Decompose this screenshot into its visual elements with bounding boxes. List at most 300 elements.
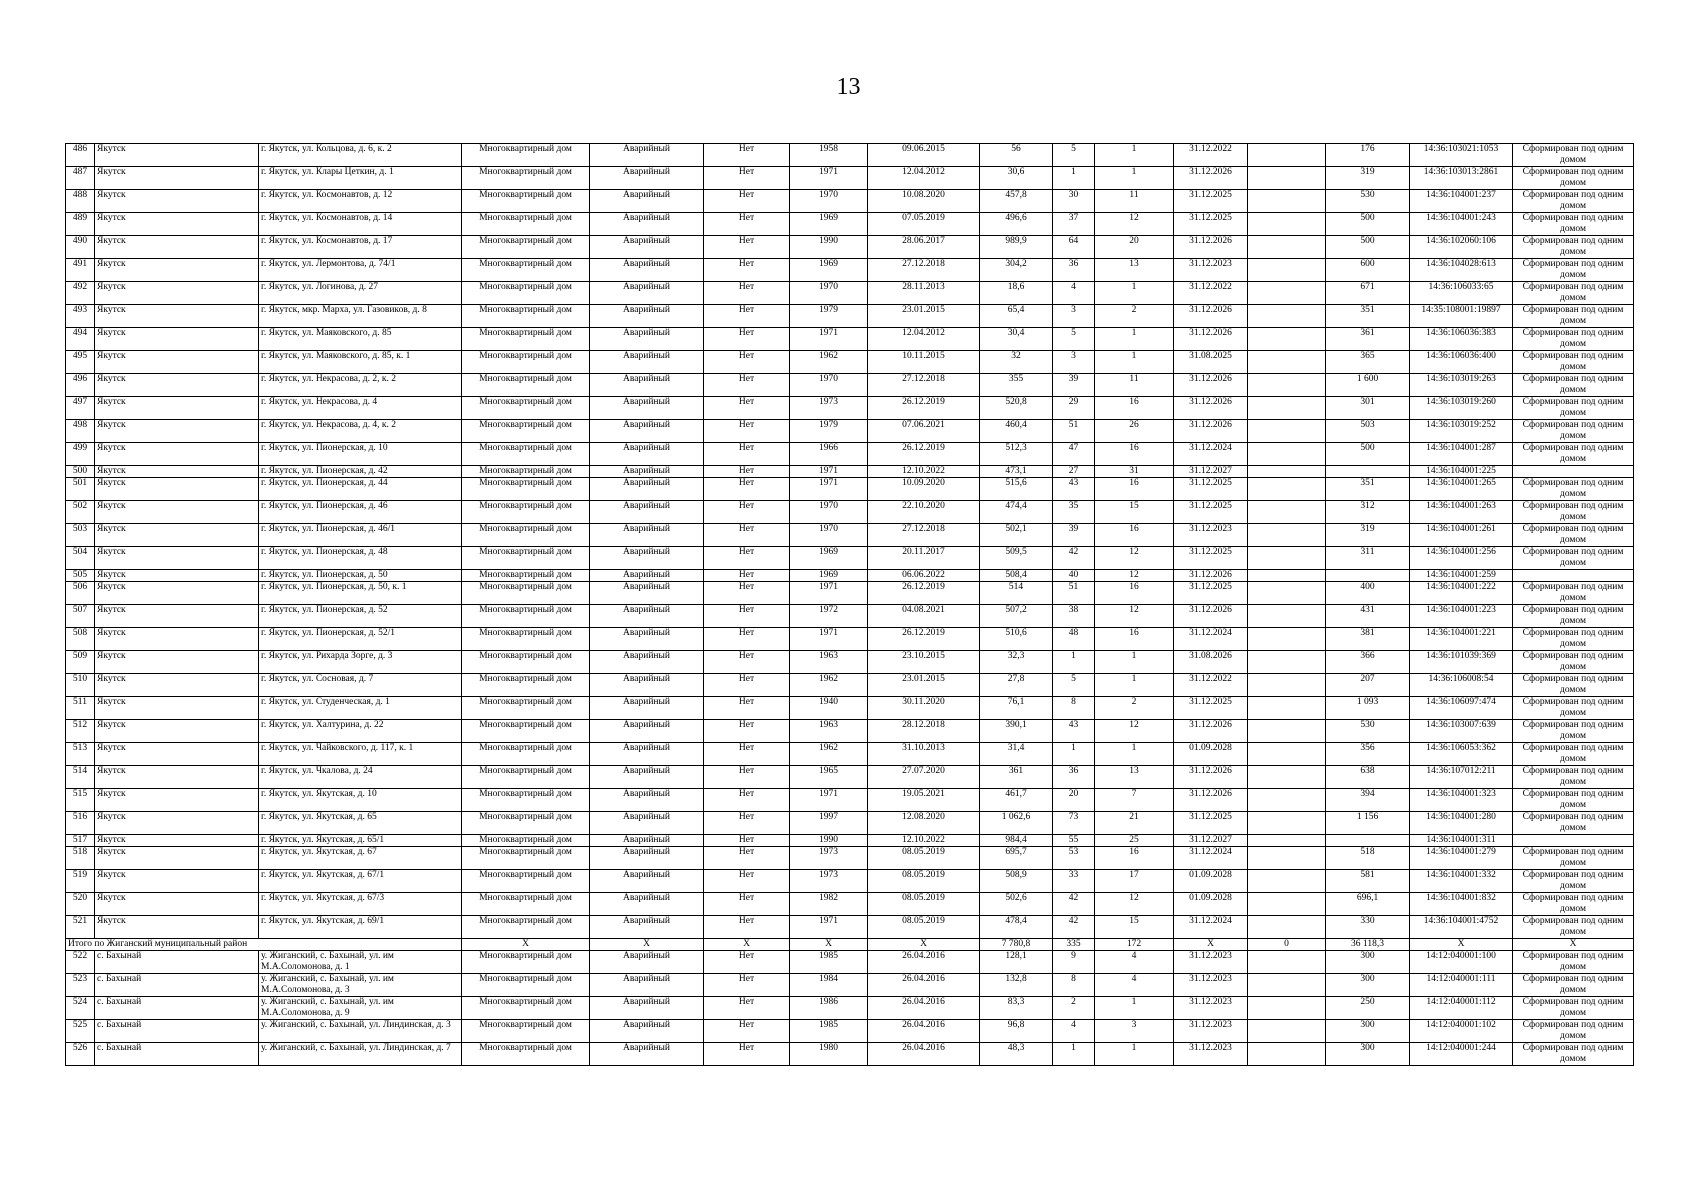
table-row [66, 789, 1634, 812]
cell-cadastral-number: 14:36:104001:256 [1410, 547, 1513, 570]
cell-cadastral-number: 14:36:104001:222 [1410, 582, 1513, 605]
cell-extra [1248, 674, 1326, 697]
cell-residents: 73 [1053, 812, 1095, 835]
cell-residents: 51 [1053, 582, 1095, 605]
cell-flag: Нет [704, 847, 790, 870]
cell-residents: 4 [1053, 1020, 1095, 1043]
cell-flag: Нет [704, 305, 790, 328]
cell-house-state: Аварийный [590, 697, 704, 720]
cell-cadastral-number: 14:36:102060:106 [1410, 236, 1513, 259]
cell-area: 520,8 [980, 397, 1053, 420]
cell-row-number: 518 [66, 847, 95, 870]
cell-row-number: 510 [66, 674, 95, 697]
cell-flag: Нет [704, 916, 790, 939]
cell-extra [1248, 974, 1326, 997]
cell-extra [1248, 305, 1326, 328]
cell-recognition-date: 12.04.2012 [868, 328, 980, 351]
cell-house-state: Аварийный [590, 570, 704, 582]
cell-locality: Якутск [95, 328, 259, 351]
cell-cadastral-number: 14:36:104028:613 [1410, 259, 1513, 282]
cell-extra [1248, 1020, 1326, 1043]
table-row [66, 651, 1634, 674]
cell-extra [1248, 443, 1326, 466]
cell-area: 461,7 [980, 789, 1053, 812]
cell-extra [1248, 236, 1326, 259]
cell-premises: 12 [1095, 213, 1174, 236]
cell-value [1326, 570, 1410, 582]
cell-land-note: Сформирован под одним домом [1513, 974, 1634, 997]
cell-address: у. Жиганский, с. Бахынай, ул. им М.А.Соломонова, д. 3 [259, 974, 462, 997]
cell-residents: 5 [1053, 328, 1095, 351]
cell-build-year: 1970 [790, 190, 868, 213]
cell-address: г. Якутск, ул. Якутская, д. 67 [259, 847, 462, 870]
cell-flag: Нет [704, 651, 790, 674]
cell-land-note: Сформирован под одним домом [1513, 443, 1634, 466]
table-row [66, 1020, 1634, 1043]
total-cell-type: X [462, 939, 590, 951]
cell-house-type: Многоквартирный дом [462, 674, 590, 697]
cell-land-note: Сформирован под одним домом [1513, 605, 1634, 628]
cell-recognition-date: 09.06.2015 [868, 144, 980, 167]
cell-land-note: Сформирован под одним домом [1513, 420, 1634, 443]
cell-house-state: Аварийный [590, 628, 704, 651]
cell-extra [1248, 997, 1326, 1020]
cell-locality: Якутск [95, 420, 259, 443]
cell-house-state: Аварийный [590, 443, 704, 466]
table-row [66, 236, 1634, 259]
cell-recognition-date: 26.12.2019 [868, 628, 980, 651]
cell-house-state: Аварийный [590, 997, 704, 1020]
cell-extra [1248, 789, 1326, 812]
cell-extra [1248, 190, 1326, 213]
cell-residents: 5 [1053, 144, 1095, 167]
cell-value: 351 [1326, 305, 1410, 328]
cell-value: 500 [1326, 213, 1410, 236]
table-row [66, 870, 1634, 893]
cell-area: 65,4 [980, 305, 1053, 328]
total-cell-year: X [790, 939, 868, 951]
cell-row-number: 494 [66, 328, 95, 351]
cell-premises: 4 [1095, 951, 1174, 974]
cell-premises: 12 [1095, 570, 1174, 582]
cell-row-number: 492 [66, 282, 95, 305]
cell-row-number: 496 [66, 374, 95, 397]
cell-house-type: Многоквартирный дом [462, 1020, 590, 1043]
cell-value: 518 [1326, 847, 1410, 870]
cell-area: 514 [980, 582, 1053, 605]
cell-row-number: 519 [66, 870, 95, 893]
cell-land-note: Сформирован под одним домом [1513, 524, 1634, 547]
cell-row-number: 491 [66, 259, 95, 282]
cell-build-year: 1970 [790, 282, 868, 305]
cell-house-state: Аварийный [590, 893, 704, 916]
table-row [66, 213, 1634, 236]
cell-build-year: 1973 [790, 397, 868, 420]
cell-value: 300 [1326, 1020, 1410, 1043]
cell-premises: 16 [1095, 524, 1174, 547]
cell-locality: Якутск [95, 720, 259, 743]
cell-house-state: Аварийный [590, 582, 704, 605]
cell-planned-date: 31.12.2026 [1174, 305, 1248, 328]
cell-row-number: 486 [66, 144, 95, 167]
cell-extra [1248, 582, 1326, 605]
cell-build-year: 1971 [790, 328, 868, 351]
cell-area: 989,9 [980, 236, 1053, 259]
cell-locality: Якутск [95, 259, 259, 282]
cell-planned-date: 31.12.2026 [1174, 374, 1248, 397]
cell-value: 394 [1326, 789, 1410, 812]
cell-recognition-date: 26.12.2019 [868, 582, 980, 605]
cell-house-type: Многоквартирный дом [462, 213, 590, 236]
cell-house-type: Многоквартирный дом [462, 466, 590, 478]
cell-premises: 15 [1095, 916, 1174, 939]
cell-residents: 51 [1053, 420, 1095, 443]
cell-flag: Нет [704, 1020, 790, 1043]
cell-house-type: Многоквартирный дом [462, 547, 590, 570]
cell-house-type: Многоквартирный дом [462, 236, 590, 259]
cell-premises: 16 [1095, 847, 1174, 870]
cell-residents: 2 [1053, 997, 1095, 1020]
cell-premises: 21 [1095, 812, 1174, 835]
cell-house-state: Аварийный [590, 547, 704, 570]
cell-value [1326, 835, 1410, 847]
cell-cadastral-number: 14:36:104001:279 [1410, 847, 1513, 870]
cell-extra [1248, 893, 1326, 916]
cell-house-type: Многоквартирный дом [462, 570, 590, 582]
cell-premises: 11 [1095, 190, 1174, 213]
cell-residents: 55 [1053, 835, 1095, 847]
cell-address: г. Якутск, ул. Сосновая, д. 7 [259, 674, 462, 697]
cell-planned-date: 31.12.2024 [1174, 443, 1248, 466]
cell-cadastral-number: 14:36:104001:280 [1410, 812, 1513, 835]
cell-value: 400 [1326, 582, 1410, 605]
cell-recognition-date: 10.08.2020 [868, 190, 980, 213]
cell-house-type: Многоквартирный дом [462, 478, 590, 501]
cell-address: г. Якутск, ул. Якутская, д. 65/1 [259, 835, 462, 847]
cell-build-year: 1979 [790, 305, 868, 328]
cell-extra [1248, 501, 1326, 524]
cell-locality: Якутск [95, 236, 259, 259]
cell-house-state: Аварийный [590, 605, 704, 628]
cell-residents: 48 [1053, 628, 1095, 651]
cell-value: 530 [1326, 720, 1410, 743]
cell-house-state: Аварийный [590, 466, 704, 478]
cell-land-note: Сформирован под одним домом [1513, 167, 1634, 190]
cell-area: 76,1 [980, 697, 1053, 720]
cell-land-note [1513, 835, 1634, 847]
cell-area: 512,3 [980, 443, 1053, 466]
cell-flag: Нет [704, 213, 790, 236]
cell-area: 27,8 [980, 674, 1053, 697]
cell-flag: Нет [704, 524, 790, 547]
cell-build-year: 1971 [790, 916, 868, 939]
cell-land-note: Сформирован под одним домом [1513, 190, 1634, 213]
cell-planned-date: 01.09.2028 [1174, 893, 1248, 916]
cell-flag: Нет [704, 144, 790, 167]
cell-cadastral-number: 14:36:104001:311 [1410, 835, 1513, 847]
cell-land-note [1513, 466, 1634, 478]
cell-address: г. Якутск, ул. Маяковского, д. 85, к. 1 [259, 351, 462, 374]
cell-cadastral-number: 14:36:106097:474 [1410, 697, 1513, 720]
cell-area: 473,1 [980, 466, 1053, 478]
cell-row-number: 502 [66, 501, 95, 524]
cell-house-state: Аварийный [590, 167, 704, 190]
cell-premises: 2 [1095, 697, 1174, 720]
cell-build-year: 1985 [790, 1020, 868, 1043]
cell-recognition-date: 30.11.2020 [868, 697, 980, 720]
cell-residents: 43 [1053, 720, 1095, 743]
cell-address: г. Якутск, ул. Логинова, д. 27 [259, 282, 462, 305]
cell-premises: 1 [1095, 651, 1174, 674]
total-cell-plan: X [1174, 939, 1248, 951]
cell-extra [1248, 478, 1326, 501]
cell-address: у. Жиганский, с. Бахынай, ул. им М.А.Соломонова, д. 1 [259, 951, 462, 974]
cell-build-year: 1982 [790, 893, 868, 916]
cell-residents: 39 [1053, 374, 1095, 397]
cell-land-note: Сформирован под одним домом [1513, 501, 1634, 524]
cell-locality: Якутск [95, 144, 259, 167]
cell-address: г. Якутск, ул. Маяковского, д. 85 [259, 328, 462, 351]
cell-premises: 16 [1095, 397, 1174, 420]
cell-locality: Якутск [95, 282, 259, 305]
cell-value: 600 [1326, 259, 1410, 282]
cell-cadastral-number: 14:12:040001:112 [1410, 997, 1513, 1020]
cell-row-number: 488 [66, 190, 95, 213]
cell-house-state: Аварийный [590, 720, 704, 743]
table-row [66, 190, 1634, 213]
cell-planned-date: 31.12.2025 [1174, 501, 1248, 524]
cell-house-type: Многоквартирный дом [462, 651, 590, 674]
cell-build-year: 1969 [790, 547, 868, 570]
cell-build-year: 1990 [790, 835, 868, 847]
cell-flag: Нет [704, 374, 790, 397]
cell-house-type: Многоквартирный дом [462, 328, 590, 351]
cell-address: г. Якутск, ул. Халтурина, д. 22 [259, 720, 462, 743]
cell-cadastral-number: 14:36:104001:323 [1410, 789, 1513, 812]
cell-row-number: 495 [66, 351, 95, 374]
cell-recognition-date: 26.04.2016 [868, 1043, 980, 1066]
cell-build-year: 1986 [790, 997, 868, 1020]
cell-build-year: 1970 [790, 524, 868, 547]
cell-address: г. Якутск, ул. Клары Цеткин, д. 1 [259, 167, 462, 190]
cell-premises: 4 [1095, 974, 1174, 997]
cell-address: г. Якутск, ул. Пионерская, д. 42 [259, 466, 462, 478]
cell-cadastral-number: 14:36:104001:832 [1410, 893, 1513, 916]
cell-residents: 1 [1053, 167, 1095, 190]
cell-recognition-date: 26.04.2016 [868, 974, 980, 997]
cell-cadastral-number: 14:12:040001:111 [1410, 974, 1513, 997]
cell-build-year: 1971 [790, 466, 868, 478]
cell-house-state: Аварийный [590, 144, 704, 167]
cell-build-year: 1971 [790, 167, 868, 190]
cell-premises: 1 [1095, 328, 1174, 351]
cell-row-number: 523 [66, 974, 95, 997]
cell-extra [1248, 743, 1326, 766]
cell-value: 300 [1326, 974, 1410, 997]
cell-value: 500 [1326, 236, 1410, 259]
cell-area: 478,4 [980, 916, 1053, 939]
cell-address: у. Жиганский, с. Бахынай, ул. Линдинская, д. 7 [259, 1043, 462, 1066]
cell-extra [1248, 547, 1326, 570]
cell-planned-date: 31.12.2022 [1174, 282, 1248, 305]
cell-flag: Нет [704, 328, 790, 351]
cell-house-type: Многоквартирный дом [462, 697, 590, 720]
cell-value: 696,1 [1326, 893, 1410, 916]
cell-house-state: Аварийный [590, 916, 704, 939]
cell-locality: Якутск [95, 190, 259, 213]
cell-address: г. Якутск, ул. Якутская, д. 67/1 [259, 870, 462, 893]
cell-premises: 1 [1095, 997, 1174, 1020]
cell-build-year: 1963 [790, 720, 868, 743]
table-row [66, 167, 1634, 190]
cell-area: 390,1 [980, 720, 1053, 743]
cell-cadastral-number: 14:36:103013:2861 [1410, 167, 1513, 190]
cell-area: 361 [980, 766, 1053, 789]
cell-build-year: 1971 [790, 789, 868, 812]
cell-premises: 16 [1095, 443, 1174, 466]
cell-extra [1248, 144, 1326, 167]
table-row [66, 605, 1634, 628]
cell-flag: Нет [704, 789, 790, 812]
cell-extra [1248, 651, 1326, 674]
cell-area: 83,3 [980, 997, 1053, 1020]
cell-residents: 42 [1053, 547, 1095, 570]
cell-cadastral-number: 14:36:103019:260 [1410, 397, 1513, 420]
cell-area: 502,6 [980, 893, 1053, 916]
cell-extra [1248, 397, 1326, 420]
cell-premises: 11 [1095, 374, 1174, 397]
cell-recognition-date: 28.12.2018 [868, 720, 980, 743]
cell-locality: Якутск [95, 397, 259, 420]
cell-row-number: 503 [66, 524, 95, 547]
cell-planned-date: 31.12.2025 [1174, 547, 1248, 570]
cell-recognition-date: 26.12.2019 [868, 397, 980, 420]
cell-cadastral-number: 14:36:106036:383 [1410, 328, 1513, 351]
cell-planned-date: 31.12.2022 [1174, 674, 1248, 697]
cell-row-number: 514 [66, 766, 95, 789]
cell-locality: Якутск [95, 789, 259, 812]
cell-residents: 39 [1053, 524, 1095, 547]
cell-house-state: Аварийный [590, 328, 704, 351]
cell-premises: 31 [1095, 466, 1174, 478]
cell-locality: Якутск [95, 547, 259, 570]
cell-area: 695,7 [980, 847, 1053, 870]
cell-residents: 1 [1053, 651, 1095, 674]
cell-value: 319 [1326, 524, 1410, 547]
table-row [66, 328, 1634, 351]
table-row [66, 720, 1634, 743]
cell-house-type: Многоквартирный дом [462, 420, 590, 443]
cell-planned-date: 01.09.2028 [1174, 870, 1248, 893]
cell-flag: Нет [704, 997, 790, 1020]
cell-planned-date: 31.12.2023 [1174, 997, 1248, 1020]
cell-extra [1248, 766, 1326, 789]
cell-recognition-date: 10.09.2020 [868, 478, 980, 501]
cell-house-type: Многоквартирный дом [462, 893, 590, 916]
cell-house-type: Многоквартирный дом [462, 835, 590, 847]
table-row [66, 524, 1634, 547]
cell-row-number: 511 [66, 697, 95, 720]
cell-row-number: 526 [66, 1043, 95, 1066]
cell-flag: Нет [704, 720, 790, 743]
cell-locality: Якутск [95, 582, 259, 605]
cell-address: г. Якутск, ул. Пионерская, д. 10 [259, 443, 462, 466]
cell-residents: 8 [1053, 697, 1095, 720]
cell-extra [1248, 167, 1326, 190]
cell-locality: Якутск [95, 570, 259, 582]
cell-planned-date: 31.12.2026 [1174, 167, 1248, 190]
table-row [66, 628, 1634, 651]
cell-address: г. Якутск, ул. Пионерская, д. 44 [259, 478, 462, 501]
cell-house-type: Многоквартирный дом [462, 144, 590, 167]
total-row [66, 939, 1634, 951]
cell-value: 1 600 [1326, 374, 1410, 397]
cell-residents: 4 [1053, 282, 1095, 305]
cell-residents: 37 [1053, 213, 1095, 236]
cell-extra [1248, 259, 1326, 282]
cell-area: 457,8 [980, 190, 1053, 213]
cell-locality: Якутск [95, 697, 259, 720]
total-cell-area: 7 780,8 [980, 939, 1053, 951]
cell-area: 132,8 [980, 974, 1053, 997]
cell-house-state: Аварийный [590, 1020, 704, 1043]
cell-recognition-date: 23.01.2015 [868, 674, 980, 697]
cell-planned-date: 31.12.2026 [1174, 766, 1248, 789]
cell-land-note: Сформирован под одним домом [1513, 720, 1634, 743]
cell-value: 300 [1326, 1043, 1410, 1066]
cell-house-state: Аварийный [590, 766, 704, 789]
cell-address: г. Якутск, ул. Пионерская, д. 46 [259, 501, 462, 524]
cell-cadastral-number: 14:36:104001:287 [1410, 443, 1513, 466]
cell-locality: с. Бахынай [95, 974, 259, 997]
total-cell-e1: 0 [1248, 939, 1326, 951]
cell-area: 32,3 [980, 651, 1053, 674]
cell-row-number: 517 [66, 835, 95, 847]
cell-address: г. Якутск, мкр. Марха, ул. Газовиков, д. 8 [259, 305, 462, 328]
cell-build-year: 1969 [790, 259, 868, 282]
cell-locality: Якутск [95, 351, 259, 374]
cell-locality: Якутск [95, 870, 259, 893]
cell-extra [1248, 328, 1326, 351]
cell-value: 381 [1326, 628, 1410, 651]
cell-house-state: Аварийный [590, 1043, 704, 1066]
cell-recognition-date: 04.08.2021 [868, 605, 980, 628]
cell-value: 503 [1326, 420, 1410, 443]
cell-address: г. Якутск, ул. Космонавтов, д. 12 [259, 190, 462, 213]
cell-value: 312 [1326, 501, 1410, 524]
cell-build-year: 1971 [790, 628, 868, 651]
cell-address: г. Якутск, ул. Якутская, д. 10 [259, 789, 462, 812]
cell-row-number: 516 [66, 812, 95, 835]
cell-house-state: Аварийный [590, 213, 704, 236]
cell-extra [1248, 524, 1326, 547]
cell-value: 301 [1326, 397, 1410, 420]
table-row [66, 466, 1634, 478]
cell-locality: Якутск [95, 893, 259, 916]
cell-premises: 25 [1095, 835, 1174, 847]
cell-cadastral-number: 14:36:104001:223 [1410, 605, 1513, 628]
cell-recognition-date: 08.05.2019 [868, 893, 980, 916]
cell-address: г. Якутск, ул. Пионерская, д. 48 [259, 547, 462, 570]
cell-house-state: Аварийный [590, 743, 704, 766]
cell-recognition-date: 26.04.2016 [868, 951, 980, 974]
cell-build-year: 1990 [790, 236, 868, 259]
cell-extra [1248, 351, 1326, 374]
cell-flag: Нет [704, 1043, 790, 1066]
cell-residents: 20 [1053, 789, 1095, 812]
table-row [66, 697, 1634, 720]
table-row [66, 766, 1634, 789]
